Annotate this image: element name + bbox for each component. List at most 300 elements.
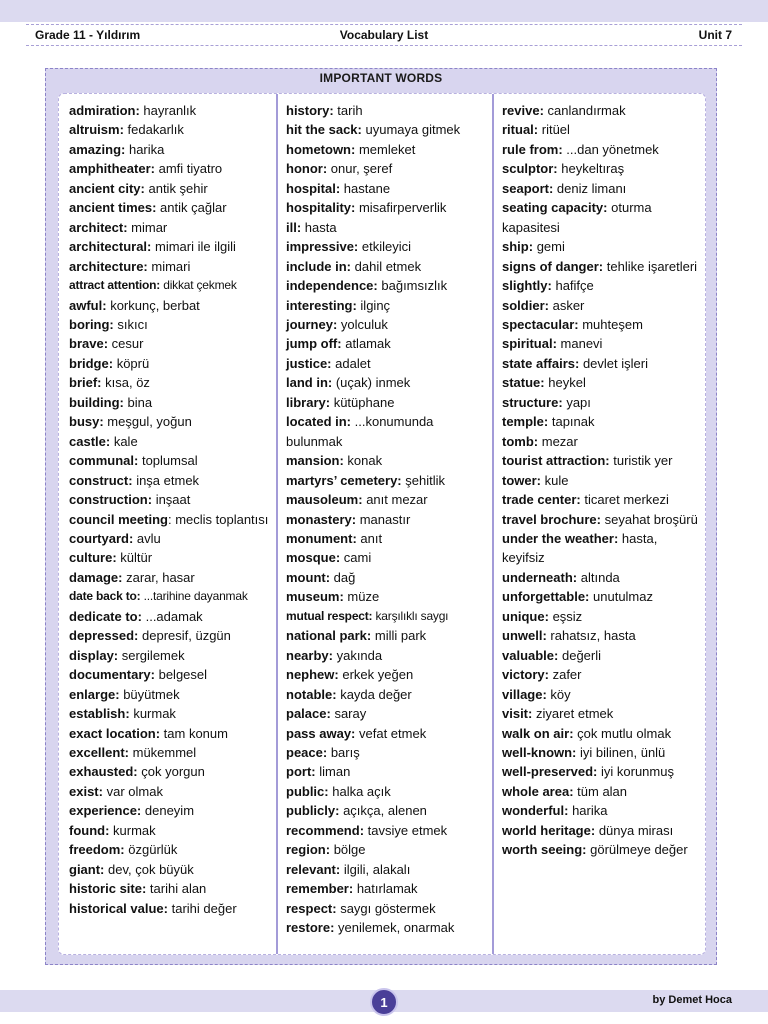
vocabulary-meaning: avlu	[136, 530, 161, 546]
top-band	[0, 0, 768, 22]
vocabulary-term: exhausted:	[69, 764, 138, 780]
vocabulary-meaning: hafifçe	[555, 278, 594, 294]
vocabulary-entry	[502, 315, 702, 334]
vocabulary-entry	[502, 762, 702, 781]
vocabulary-meaning: zarar, hasar	[126, 569, 195, 585]
vocabulary-entry	[69, 276, 275, 295]
vocabulary-entry	[69, 899, 275, 918]
vocabulary-entry	[502, 646, 702, 665]
vocabulary-term: exact location:	[69, 725, 161, 741]
vocabulary-meaning: manevi	[560, 336, 603, 352]
vocabulary-term: trade center:	[502, 492, 581, 508]
vocabulary-term: interesting:	[286, 297, 357, 313]
vocabulary-term: peace:	[286, 744, 328, 760]
vocabulary-meaning: manastır	[359, 511, 411, 527]
vocabulary-entry	[286, 724, 492, 743]
vocabulary-meaning: memleket	[358, 141, 416, 157]
vocabulary-meaning: erkek yeğen	[342, 667, 414, 683]
vocabulary-entry	[502, 801, 702, 820]
vocabulary-entry	[69, 257, 275, 276]
vocabulary-entry	[286, 471, 492, 490]
vocabulary-entry	[502, 568, 702, 587]
vocabulary-column-3	[502, 101, 702, 860]
vocabulary-term: boring:	[69, 316, 114, 332]
vocabulary-meaning: uyumaya gitmek	[365, 122, 461, 138]
vocabulary-meaning: konak	[347, 453, 383, 469]
vocabulary-meaning: bölge	[333, 842, 366, 858]
vocabulary-term: palace:	[286, 706, 331, 722]
grade-label: Grade 11 - Yıldırım	[35, 28, 141, 42]
vocabulary-term: tower:	[502, 472, 541, 488]
vocabulary-entry	[502, 276, 702, 295]
vocabulary-meaning: köy	[550, 686, 571, 702]
vocabulary-entry	[286, 782, 492, 801]
vocabulary-entry	[502, 607, 702, 626]
vocabulary-meaning: ...dan yönetmek	[566, 141, 659, 157]
vocabulary-meaning: fedakarlık	[127, 122, 184, 138]
vocabulary-meaning: korkunç, berbat	[110, 297, 200, 313]
vocabulary-meaning: cami	[343, 550, 372, 566]
vocabulary-term: establish:	[69, 706, 130, 722]
vocabulary-meaning: cesur	[111, 336, 144, 352]
vocabulary-meaning: antik şehir	[148, 180, 208, 196]
vocabulary-entry	[69, 451, 275, 470]
vocabulary-entry	[286, 120, 492, 139]
vocabulary-entry	[286, 412, 492, 451]
vocabulary-entry	[286, 568, 492, 587]
vocabulary-meaning: özgürlük	[128, 842, 178, 858]
vocabulary-term: state affairs:	[502, 355, 580, 371]
vocabulary-entry	[69, 237, 275, 256]
vocabulary-entry	[502, 685, 702, 704]
vocabulary-entry	[69, 801, 275, 820]
vocabulary-entry	[69, 490, 275, 509]
vocabulary-term: ancient times:	[69, 200, 157, 216]
vocabulary-meaning: heykeltıraş	[561, 161, 625, 177]
vocabulary-term: independence:	[286, 278, 378, 294]
vocabulary-meaning: kütüphane	[333, 394, 395, 410]
vocabulary-entry	[286, 451, 492, 470]
vocabulary-term: museum:	[286, 589, 344, 605]
vocabulary-entry	[69, 685, 275, 704]
vocabulary-term: courtyard:	[69, 530, 134, 546]
vocabulary-term: historic site:	[69, 881, 147, 897]
vocabulary-entry	[502, 432, 702, 451]
vocabulary-meaning: etkileyici	[361, 239, 412, 255]
vocabulary-meaning: dev, çok büyük	[108, 861, 194, 877]
vocabulary-meaning: tarihi alan	[149, 881, 207, 897]
vocabulary-entry	[286, 587, 492, 606]
vocabulary-entry	[286, 529, 492, 548]
vocabulary-entry	[502, 587, 702, 606]
vocabulary-meaning: anıt	[360, 530, 383, 546]
vocabulary-term: remember:	[286, 881, 354, 897]
vocabulary-entry	[502, 334, 702, 353]
vocabulary-entry	[69, 179, 275, 198]
vocabulary-meaning: kurmak	[113, 822, 156, 838]
vocabulary-entry	[502, 821, 702, 840]
vocabulary-meaning: tarihi değer	[171, 900, 237, 916]
vocabulary-meaning: kurmak	[133, 706, 176, 722]
vocabulary-term: construction:	[69, 492, 153, 508]
vocabulary-term: unique:	[502, 608, 549, 624]
vocabulary-entry	[502, 373, 702, 392]
vocabulary-meaning: deniz limanı	[556, 180, 627, 196]
vocabulary-entry	[286, 101, 492, 120]
vocabulary-meaning: tüm alan	[577, 783, 628, 799]
vocabulary-entry	[502, 412, 702, 431]
vocabulary-meaning: karşılıklı saygı	[375, 608, 449, 623]
vocabulary-meaning: ziyaret etmek	[535, 706, 614, 722]
vocabulary-term: amphitheater:	[69, 161, 155, 177]
vocabulary-meaning: saray	[334, 706, 367, 722]
vocabulary-entry	[286, 665, 492, 684]
vocabulary-term: unwell:	[502, 628, 547, 644]
vocabulary-term: monument:	[286, 530, 357, 546]
vocabulary-entry	[286, 373, 492, 392]
vocabulary-term: awful:	[69, 297, 107, 313]
vocabulary-term: include in:	[286, 258, 351, 274]
vocabulary-term: hit the sack:	[286, 122, 362, 138]
vocabulary-meaning: kayda değer	[340, 686, 412, 702]
vocabulary-meaning: iyi bilinen, ünlü	[580, 744, 666, 760]
vocabulary-meaning: atlamak	[345, 336, 391, 352]
vocabulary-term: hospitality:	[286, 200, 356, 216]
vocabulary-term: journey:	[286, 316, 338, 332]
vocabulary-term: relevant:	[286, 861, 341, 877]
vocabulary-entry	[502, 393, 702, 412]
vocabulary-meaning: turistik yer	[613, 453, 673, 469]
vocabulary-meaning: seyahat broşürü	[604, 511, 698, 527]
page-header	[26, 24, 742, 46]
vocabulary-meaning: yapı	[566, 394, 591, 410]
vocabulary-term: temple:	[502, 414, 549, 430]
vocabulary-entry	[69, 432, 275, 451]
vocabulary-term: martyrs’ cemetery:	[286, 472, 402, 488]
vocabulary-term: tourist attraction:	[502, 453, 610, 469]
vocabulary-meaning: tehlike işaretleri	[606, 258, 698, 274]
vocabulary-term: council meeting	[69, 511, 168, 527]
vocabulary-meaning: toplumsal	[141, 453, 198, 469]
vocabulary-meaning: çok yorgun	[141, 764, 205, 780]
vocabulary-meaning: dağ	[333, 569, 356, 585]
vocabulary-entry	[69, 198, 275, 217]
vocabulary-meaning: tam konum	[163, 725, 228, 741]
vocabulary-meaning: ticaret merkezi	[584, 492, 669, 508]
vocabulary-entry	[69, 218, 275, 237]
vocabulary-term: village:	[502, 686, 547, 702]
vocabulary-term: excellent:	[69, 744, 129, 760]
vocabulary-meaning: tarih	[337, 103, 363, 118]
vocabulary-entry	[286, 510, 492, 529]
vocabulary-meaning: liman	[319, 764, 351, 780]
vocabulary-term: altruism:	[69, 122, 124, 138]
vocabulary-term: unforgettable:	[502, 589, 590, 605]
vocabulary-term: publicly:	[286, 803, 340, 819]
vocabulary-meaning: kule	[544, 472, 569, 488]
vocabulary-term: walk on air:	[502, 725, 574, 741]
vocabulary-term: ship:	[502, 239, 534, 255]
vocabulary-meaning: oturma kapasitesi	[502, 200, 652, 235]
vocabulary-term: sculptor:	[502, 161, 558, 177]
vocabulary-entry	[286, 179, 492, 198]
vocabulary-meaning: hastane	[343, 180, 391, 196]
vocabulary-entry	[286, 762, 492, 781]
vocabulary-entry	[286, 315, 492, 334]
vocabulary-term: region:	[286, 842, 331, 858]
vocabulary-column-1	[69, 101, 275, 918]
vocabulary-term: culture:	[69, 550, 117, 566]
vocabulary-term: history:	[286, 103, 334, 118]
vocabulary-term: ritual:	[502, 122, 539, 138]
vocabulary-entry	[286, 801, 492, 820]
vocabulary-term: busy:	[69, 414, 104, 430]
vocabulary-meaning: anıt mezar	[366, 492, 428, 508]
vocabulary-meaning: meşgul, yoğun	[107, 414, 192, 430]
vocabulary-term: impressive:	[286, 239, 359, 255]
vocabulary-meaning: depresif, üzgün	[142, 628, 231, 644]
vocabulary-meaning: yakında	[336, 647, 383, 663]
vocabulary-entry	[286, 276, 492, 295]
vocabulary-term: jump off:	[286, 336, 342, 352]
vocabulary-entry	[286, 821, 492, 840]
vocabulary-entry	[286, 879, 492, 898]
vocabulary-term: pass away:	[286, 725, 356, 741]
vocabulary-entry	[69, 354, 275, 373]
vocabulary-term: bridge:	[69, 355, 114, 371]
vocabulary-entry	[69, 724, 275, 743]
vocabulary-entry	[286, 626, 492, 645]
vocabulary-panel	[58, 93, 706, 955]
vocabulary-entry	[69, 840, 275, 859]
vocabulary-entry	[69, 412, 275, 431]
author-credit: by Demet Hoca	[652, 994, 732, 1006]
vocabulary-entry	[69, 568, 275, 587]
vocabulary-entry	[286, 607, 492, 626]
vocabulary-meaning: kısa, öz	[105, 375, 150, 391]
vocabulary-meaning: amfi tiyatro	[158, 161, 223, 177]
vocabulary-term: seating capacity:	[502, 200, 608, 216]
vocabulary-term: justice:	[286, 355, 332, 371]
vocabulary-entry	[69, 704, 275, 723]
vocabulary-entry	[69, 743, 275, 762]
vocabulary-entry	[286, 743, 492, 762]
vocabulary-meaning: altında	[580, 569, 620, 585]
vocabulary-term: building:	[69, 394, 124, 410]
vocabulary-entry	[69, 510, 275, 529]
vocabulary-meaning: mimari ile ilgili	[155, 239, 236, 255]
vocabulary-meaning: muhteşem	[582, 316, 643, 332]
vocabulary-meaning: antik çağlar	[160, 200, 227, 216]
vocabulary-entry	[286, 140, 492, 159]
vocabulary-meaning: gemi	[536, 239, 565, 255]
vocabulary-entry	[502, 354, 702, 373]
vocabulary-entry	[69, 159, 275, 178]
vocabulary-term: rule from:	[502, 141, 563, 157]
vocabulary-meaning: mimari	[151, 258, 191, 274]
vocabulary-entry	[502, 101, 702, 120]
vocabulary-entry	[502, 665, 702, 684]
vocabulary-frame	[45, 68, 717, 965]
vocabulary-meaning: rahatsız, hasta	[550, 628, 636, 644]
vocabulary-term: signs of danger:	[502, 258, 604, 274]
vocabulary-meaning: inşaat	[155, 492, 191, 508]
vocabulary-term: enlarge:	[69, 686, 120, 702]
unit-label: Unit 7	[698, 28, 732, 42]
vocabulary-meaning: hasta, keyifsiz	[502, 530, 658, 566]
vocabulary-meaning: görülmeye değer	[590, 842, 688, 858]
vocabulary-meaning: milli park	[374, 628, 427, 644]
vocabulary-meaning: ilgili, alakalı	[343, 861, 411, 877]
vocabulary-meaning: inşa etmek	[136, 472, 200, 488]
vocabulary-term: architecture:	[69, 258, 148, 274]
vocabulary-term: honor:	[286, 161, 328, 177]
vocabulary-term: freedom:	[69, 842, 125, 858]
vocabulary-entry	[502, 782, 702, 801]
vocabulary-entry	[69, 315, 275, 334]
vocabulary-term: historical value:	[69, 900, 168, 916]
vocabulary-meaning: heykel	[548, 375, 586, 391]
vocabulary-term: depressed:	[69, 628, 139, 644]
vocabulary-meaning: mükemmel	[132, 744, 197, 760]
vocabulary-term: communal:	[69, 453, 139, 469]
vocabulary-entry	[286, 257, 492, 276]
vocabulary-entry	[502, 529, 702, 568]
vocabulary-entry	[502, 120, 702, 139]
vocabulary-term: hospital:	[286, 180, 341, 196]
vocabulary-entry	[286, 840, 492, 859]
vocabulary-meaning: vefat etmek	[359, 725, 427, 741]
vocabulary-entry	[69, 296, 275, 315]
vocabulary-term: whole area:	[502, 783, 574, 799]
vocabulary-meaning: çok mutlu olmak	[577, 725, 672, 741]
vocabulary-entry	[286, 918, 492, 937]
vocabulary-term: mansion:	[286, 453, 344, 469]
vocabulary-term: world heritage:	[502, 822, 596, 838]
vocabulary-term: brief:	[69, 375, 102, 391]
vocabulary-meaning: dahil etmek	[354, 258, 422, 274]
vocabulary-term: architect:	[69, 219, 128, 235]
vocabulary-entry	[286, 334, 492, 353]
vocabulary-term: recommend:	[286, 822, 365, 838]
vocabulary-entry	[286, 860, 492, 879]
vocabulary-entry	[286, 685, 492, 704]
vocabulary-term: respect:	[286, 900, 337, 916]
vocabulary-term: wonderful:	[502, 803, 569, 819]
vocabulary-entry	[502, 179, 702, 198]
vocabulary-term: travel brochure:	[502, 511, 601, 527]
vocabulary-term: land in:	[286, 375, 333, 391]
vocabulary-meaning: canlandırmak	[547, 103, 626, 118]
vocabulary-entry	[502, 840, 702, 859]
vocabulary-term: admiration:	[69, 103, 140, 118]
vocabulary-entry	[69, 782, 275, 801]
vocabulary-term: worth seeing:	[502, 842, 587, 858]
vocabulary-term: architectural:	[69, 239, 152, 255]
vocabulary-meaning: eşsiz	[552, 608, 583, 624]
vocabulary-meaning: bağımsızlık	[381, 278, 448, 294]
vocabulary-meaning: adalet	[335, 355, 371, 371]
vocabulary-entry	[286, 490, 492, 509]
vocabulary-meaning: hatırlamak	[356, 881, 418, 897]
vocabulary-term: victory:	[502, 667, 549, 683]
vocabulary-term: mutual respect:	[286, 608, 373, 623]
vocabulary-entry	[502, 490, 702, 509]
vocabulary-entry	[69, 762, 275, 781]
vocabulary-term: well-preserved:	[502, 764, 598, 780]
vocabulary-entry	[69, 821, 275, 840]
vocabulary-meaning: değerli	[561, 647, 602, 663]
vocabulary-meaning: açıkça, alenen	[343, 803, 427, 819]
vocabulary-entry	[286, 159, 492, 178]
vocabulary-entry	[69, 101, 275, 120]
vocabulary-term: spiritual:	[502, 336, 557, 352]
vocabulary-term: attract attention:	[69, 278, 161, 293]
vocabulary-meaning: bina	[127, 394, 153, 410]
vocabulary-entry	[286, 899, 492, 918]
vocabulary-term: monastery:	[286, 511, 357, 527]
vocabulary-term: experience:	[69, 803, 142, 819]
vocabulary-term: ancient city:	[69, 180, 145, 196]
document-title: Vocabulary List	[339, 28, 429, 42]
vocabulary-meaning: hasta	[304, 219, 337, 235]
vocabulary-entry	[69, 587, 275, 606]
vocabulary-entry	[69, 334, 275, 353]
vocabulary-term: giant:	[69, 861, 105, 877]
vocabulary-entry	[502, 724, 702, 743]
vocabulary-term: public:	[286, 783, 329, 799]
vocabulary-meaning: mezar	[541, 433, 578, 449]
vocabulary-meaning: tavsiye etmek	[367, 822, 448, 838]
vocabulary-meaning: iyi korunmuş	[601, 764, 674, 780]
vocabulary-entry	[502, 743, 702, 762]
vocabulary-term: restore:	[286, 920, 335, 936]
vocabulary-entry	[286, 393, 492, 412]
vocabulary-term: national park:	[286, 628, 372, 644]
vocabulary-term: revive:	[502, 103, 544, 118]
vocabulary-meaning: var olmak	[106, 783, 163, 799]
vocabulary-entry	[286, 296, 492, 315]
vocabulary-term: statue:	[502, 375, 545, 391]
vocabulary-meaning: sıkıcı	[117, 316, 148, 332]
vocabulary-meaning: dikkat çekmek	[163, 278, 237, 293]
vocabulary-meaning: hayranlık	[143, 103, 197, 118]
vocabulary-term: nephew:	[286, 667, 339, 683]
vocabulary-term: mosque:	[286, 550, 341, 566]
vocabulary-meaning: harika	[128, 141, 165, 157]
vocabulary-meaning: ritüel	[541, 122, 570, 138]
vocabulary-meaning: kale	[113, 433, 138, 449]
vocabulary-entry	[286, 704, 492, 723]
vocabulary-meaning: ...tarihine dayanmak	[143, 589, 248, 604]
vocabulary-meaning: ...konumunda bulunmak	[286, 414, 434, 449]
vocabulary-term: soldier:	[502, 297, 549, 313]
vocabulary-term: date back to:	[69, 589, 141, 604]
vocabulary-term: structure:	[502, 394, 563, 410]
page-number-badge: 1	[370, 988, 398, 1016]
vocabulary-meaning: onur, şeref	[330, 161, 393, 177]
vocabulary-term: mount:	[286, 569, 331, 585]
vocabulary-term: castle:	[69, 433, 111, 449]
vocabulary-entry	[286, 218, 492, 237]
vocabulary-entry	[286, 646, 492, 665]
vocabulary-entry	[69, 140, 275, 159]
vocabulary-entry	[69, 471, 275, 490]
vocabulary-entry	[502, 451, 702, 470]
vocabulary-meaning: halka açık	[332, 783, 391, 799]
vocabulary-term: underneath:	[502, 569, 578, 585]
vocabulary-entry	[502, 159, 702, 178]
